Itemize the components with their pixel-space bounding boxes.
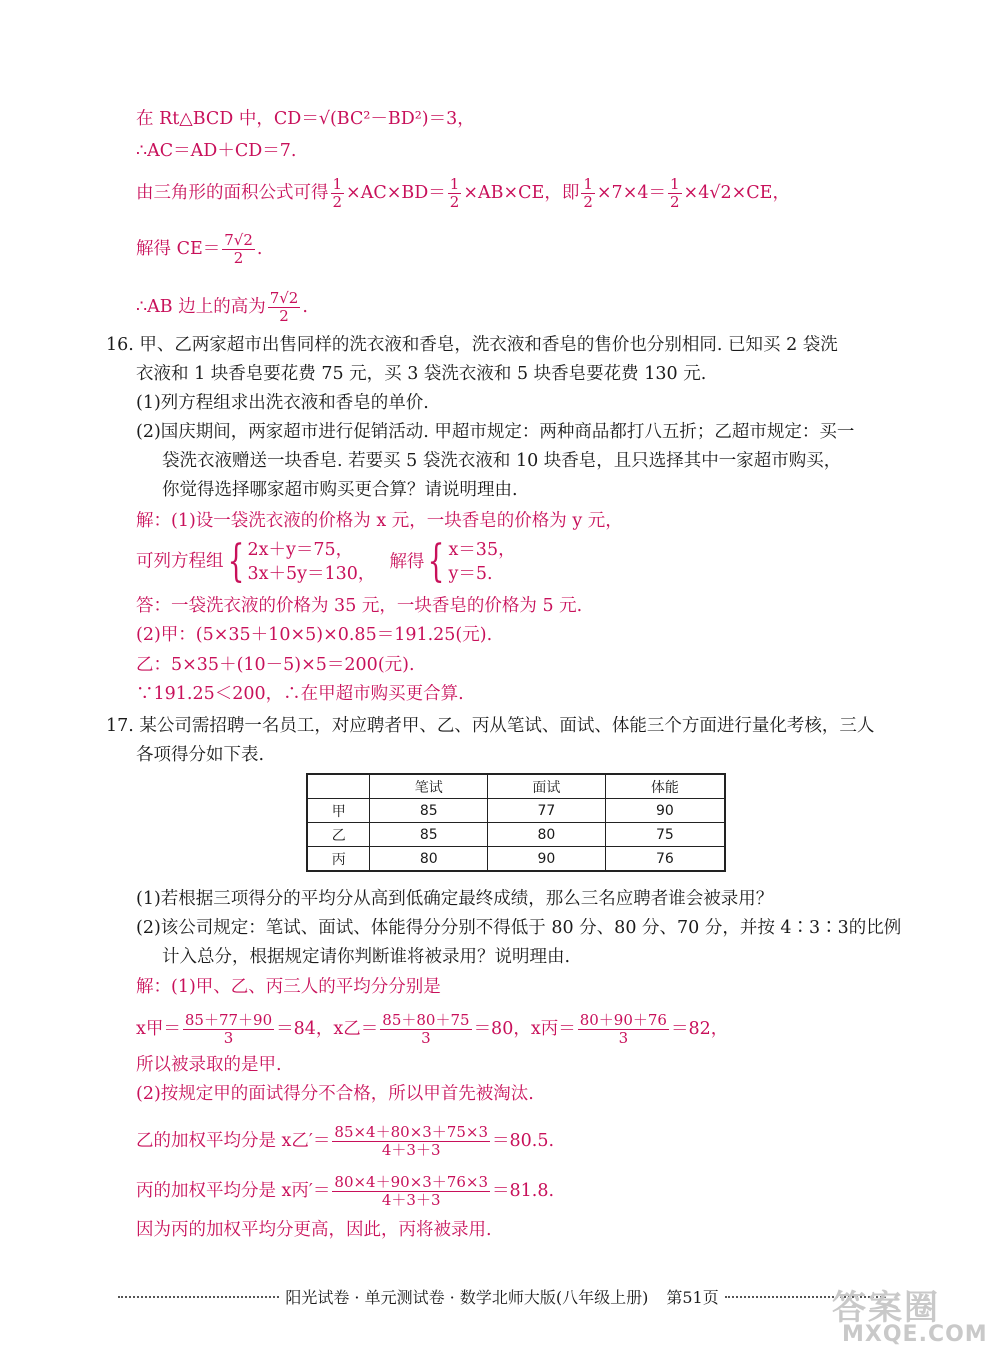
table-cell: 丙 xyxy=(307,847,370,872)
q16-sol-5: 乙：5×35＋(10－5)×5＝200(元). xyxy=(136,655,415,675)
q16-sol-2 xyxy=(136,538,516,586)
q16-stem-1: 16. 甲、乙两家超市出售同样的洗衣液和香皂，洗衣液和香皂的售价也分别相同. 已知买 2 袋洗 xyxy=(106,335,838,355)
q16-sol-3: 答：一袋洗衣液的价格为 35 元，一块香皂的价格为 5 元. xyxy=(136,596,583,616)
solve-label: 解得 xyxy=(389,551,425,572)
q17-sol-3: 所以被录取的是甲. xyxy=(136,1055,282,1075)
table-cell: 甲 xyxy=(307,799,370,823)
height-fraction: $\frac{7√2}{2}$ xyxy=(269,289,299,325)
prev-line-3 xyxy=(136,176,790,211)
avg-yi-fraction: $\frac{85+80+75}{3}$ xyxy=(382,1011,470,1047)
avg-bing-label: x丙＝ xyxy=(530,1019,576,1039)
table-cell: 85 xyxy=(370,823,488,847)
table-row xyxy=(307,799,725,823)
table-cell: 85 xyxy=(370,799,488,823)
prev-line-3-e: ×4√2×CE， xyxy=(683,183,790,203)
page-number: 第51页 xyxy=(666,1288,719,1307)
table-cell: 77 xyxy=(488,799,606,823)
q17-part-1: (1)若根据三项得分的平均分从高到低确定最终成绩，那么三名应聘者谁会被录用？ xyxy=(136,889,774,909)
table-cell: 90 xyxy=(488,847,606,872)
watermark-url: MXQE.COM xyxy=(842,1322,988,1347)
q17-stem-2: 各项得分如下表. xyxy=(136,745,265,765)
avg-bing-fraction: $\frac{80+90+76}{3}$ xyxy=(579,1011,667,1047)
table-header-cell: 体能 xyxy=(605,774,725,799)
left-brace: { xyxy=(428,536,445,587)
equation-system: 2x＋y＝75， 3x＋5y＝130， xyxy=(247,540,376,584)
solution-system: x＝35， y＝5. xyxy=(448,540,516,584)
prev-line-5: ∴AB 边上的高为 $\frac{7√2}{2}$ . xyxy=(136,289,308,325)
left-brace: { xyxy=(227,536,244,587)
prev-line-3-a: 由三角形的面积公式可得 xyxy=(136,183,329,203)
prev-line-2: ∴AC＝AD＋CD＝7. xyxy=(136,141,297,161)
page-footer xyxy=(112,1285,892,1308)
table-row xyxy=(307,847,725,872)
table-header-cell: 笔试 xyxy=(370,774,488,799)
q17-sol-7: 因为丙的加权平均分更高，因此，丙将被录用. xyxy=(136,1220,492,1240)
q17-sol-2: x甲＝ $\frac{85+77+90}{3}$ ＝84，x乙＝ $\frac{85+80+75}{3}$ ＝80，x丙＝ $\frac{80+90+76}{3}$ ＝82， xyxy=(136,1011,729,1047)
table-header-cell xyxy=(307,774,370,799)
footer-dots-left xyxy=(118,1296,279,1298)
table-cell: 80 xyxy=(488,823,606,847)
weighted-bing-fraction: $\frac{80\times 4+90\times 3+76\times 3}{4+3+3}$ xyxy=(334,1173,489,1209)
q16-part-2a: (2)国庆期间，两家超市进行促销活动. 甲超市规定：两种商品都打八五折；乙超市规定：买一 xyxy=(136,422,855,442)
prev-line-3-d: ×7×4＝ xyxy=(596,183,666,203)
table-cell: 75 xyxy=(605,823,725,847)
table-header-row xyxy=(307,774,725,799)
footer-title: 阳光试卷 · 单元测试卷 · 数学北师大版(八年级上册) xyxy=(285,1288,649,1307)
q17-sol-4: (2)按规定甲的面试得分不合格，所以甲首先被淘汰. xyxy=(136,1084,534,1104)
q17-sol-1: 解：(1)甲、乙、丙三人的平均分分别是 xyxy=(136,977,441,997)
q16-part-2c: 你觉得选择哪家超市购买更合算？请说明理由. xyxy=(162,480,518,500)
q16-sol-1: 解：(1)设一袋洗衣液的价格为 x 元，一块香皂的价格为 y 元， xyxy=(136,511,623,531)
avg-jia-label: x甲＝ xyxy=(136,1019,181,1039)
table-header-cell: 面试 xyxy=(488,774,606,799)
table-cell: 90 xyxy=(605,799,725,823)
score-table xyxy=(306,773,726,872)
q16-sol-6: ∵191.25＜200，∴在甲超市购买更合算. xyxy=(136,684,464,704)
q16-part-2b: 袋洗衣液赠送一块香皂. 若要买 5 袋洗衣液和 10 块香皂，且只选择其中一家超市购买， xyxy=(162,451,842,471)
prev-line-4-a: 解得 CE＝ xyxy=(136,239,221,259)
q17-part-2b: 计入总分，根据规定请你判断谁将被录用？说明理由. xyxy=(162,947,571,967)
q16-sol-4: (2)甲：(5×35＋10×5)×0.85＝191.25(元). xyxy=(136,625,493,645)
equation-system-label: 可列方程组 xyxy=(136,551,224,572)
prev-line-1: 在 Rt△BCD 中，CD＝√(BC²－BD²)＝3， xyxy=(136,109,475,129)
q17-sol-5: 乙的加权平均分是 x乙′＝ $\frac{85\times 4+80\times 3+75\times 3}{4+3+3}$ ＝80.5. xyxy=(136,1123,555,1159)
ce-fraction: $\frac{7√2}{2}$ xyxy=(224,231,253,267)
q17-sol-6: 丙的加权平均分是 x丙′＝ $\frac{80\times 4+90\times 3+76\times 3}{4+3+3}$ ＝81.8. xyxy=(136,1173,555,1209)
table-cell: 76 xyxy=(605,847,725,872)
table-cell: 80 xyxy=(370,847,488,872)
half-fraction: $\frac{1}{2}$ xyxy=(670,175,680,211)
watermark-logo: 答案圈 xyxy=(832,1288,940,1328)
table-cell: 乙 xyxy=(307,823,370,847)
avg-jia-fraction: $\frac{85+77+90}{3}$ xyxy=(184,1011,273,1047)
avg-yi-label: x乙＝ xyxy=(333,1019,379,1039)
table-row xyxy=(307,823,725,847)
half-fraction: $\frac{1}{2}$ xyxy=(449,175,460,211)
prev-line-3-b: ×AC×BD＝ xyxy=(346,183,446,203)
half-fraction: $\frac{1}{2}$ xyxy=(583,175,593,211)
q17-part-2a: (2)该公司规定：笔试、面试、体能得分分别不得低于 80 分、80 分、70 分，并按 4∶3∶3的比例 xyxy=(136,918,902,938)
prev-line-3-c: ×AB×CE，即 xyxy=(463,183,580,203)
q16-stem-2: 衣液和 1 块香皂要花费 75 元，买 3 袋洗衣液和 5 块香皂要花费 130 元. xyxy=(136,364,707,384)
half-fraction: $\frac{1}{2}$ xyxy=(332,175,343,211)
q17-stem-1: 17. 某公司需招聘一名员工，对应聘者甲、乙、丙从笔试、面试、体能三个方面进行量化考核，三人 xyxy=(106,716,875,736)
prev-line-4: 解得 CE＝ $\frac{7√2}{2}$ . xyxy=(136,231,263,267)
q16-part-1: (1)列方程组求出洗衣液和香皂的单价. xyxy=(136,393,429,413)
weighted-yi-fraction: $\frac{85\times 4+80\times 3+75\times 3}{4+3+3}$ xyxy=(334,1123,489,1159)
prev-line-5-a: ∴AB 边上的高为 xyxy=(136,297,266,317)
